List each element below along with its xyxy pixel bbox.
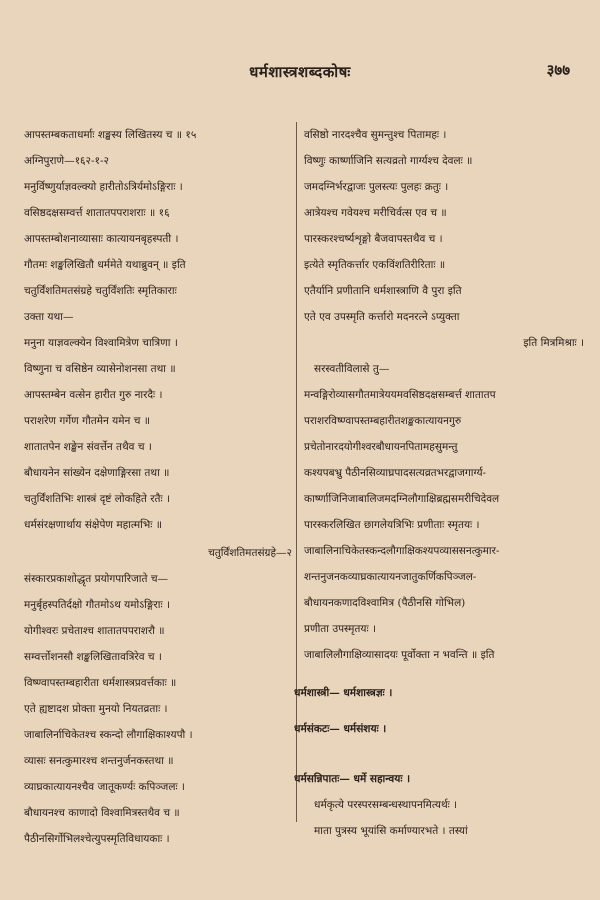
text-line: कार्ष्णाजिनिजाबालिजमदग्निलौगाक्षिब्रह्मसमरीचिदेवल [304, 493, 500, 505]
text-line: चतुर्विंशतिभिः शास्त्रं दृष्टं लोकहिते रतैः । [24, 493, 170, 505]
text-line: इति मित्रमिश्राः । [523, 337, 584, 349]
text-line: योगीश्वरः प्रचेताश्च शातातपपराशरौ ॥ [24, 625, 165, 637]
text-line: आत्रेयश्च गवेयश्च मरीचिर्वत्स एव च ॥ [304, 207, 447, 219]
text-line: पैठीनसिर्गोभिलश्चेत्युपस्मृतिविधायकाः । [24, 833, 170, 845]
column-divider [296, 122, 297, 822]
text-line: मन्वङ्गिरोव्यासगौतमात्रेययमवसिष्ठदक्षसम्बर्त्त शातातप [304, 389, 496, 401]
text-line: गौतमः शङ्खलिखितौ धर्ममेते यथाब्रुवन् ॥ इति [24, 259, 186, 271]
text-line: आपस्तम्बोशनाव्यासाः कात्यायनबृहस्पती । [24, 233, 179, 245]
text-line: जाबालिर्नाचिकेतश्च स्कन्दो लौगाक्षिकाश्यपौ । [24, 729, 193, 741]
text-line: पारस्करश्चर्ष्यशृङ्गो बैजवापस्तथैव च । [304, 233, 443, 245]
text-line: पराशरेण गर्गेण गौतमेन यमेन च ॥ [24, 415, 150, 427]
text-line: चतुर्विंशतिमतसंग्रहे चतुर्विंशतिः स्मृतिकाराः [24, 285, 177, 297]
text-line: इत्येते स्मृतिकर्त्तार एकविंशतिरीरिताः ॥ [304, 259, 446, 271]
text-line: विष्ण्वापस्तम्बहारीता धर्मशास्त्रप्रवर्त्तकाः ॥ [24, 677, 177, 689]
text-line: माता पुत्रस्य भूयांसि कर्माण्यारभते । तस्यां [314, 825, 468, 837]
text-line: सम्वर्त्तोशनसौ शङ्खलिखितावत्रिरेव च । [24, 651, 162, 663]
text-line: मनुर्बृहस्पतिर्दक्षो गौतमोऽथ यमोऽङ्गिराः । [24, 599, 170, 611]
text-line: धर्मकृत्ये परस्परसम्बन्धस्थापनमित्यर्थः । [314, 799, 458, 811]
text-line: जाबालिनाचिकेतस्कन्दलौगाक्षिकश्यपव्याससनत्कुमार- [304, 545, 500, 557]
text-line: मनुना याज्ञवल्क्येन विश्वामित्रेण चात्रिणा । [24, 337, 178, 349]
dictionary-entry: धर्मसन्निपातः— धर्मे सहान्वयः । [294, 773, 411, 785]
dictionary-entry: धर्मसंकटः— धर्मसंशयः । [294, 723, 387, 735]
dictionary-entry: धर्मशास्त्री— धर्मशास्त्रज्ञः । [294, 687, 393, 699]
text-line: वसिष्ठदक्षसम्वर्त्त शातातपपराशराः ॥ १६ [24, 207, 170, 219]
text-line: व्याघ्रकात्यायनश्चैव जातूकर्ण्यः कपिञ्जलः । [24, 781, 185, 793]
text-line: वसिष्ठो नारदश्चैव सुमन्तुश्च पितामहः । [304, 129, 447, 141]
text-line: बौधायनश्च काणादो विश्वामित्रस्तथैव च ॥ [24, 807, 180, 819]
text-line: कश्यपबभ्रु पैठीनसिव्याघ्रपादसत्यव्रतभरद्वाजगार्ग्य- [304, 467, 487, 479]
page-title: धर्मशास्त्रशब्दकोषः [249, 63, 351, 81]
text-line: एतैर्यानि प्रणीतानि धर्मशास्त्राणि वै पुरा इति [304, 285, 462, 297]
text-line: आपस्तम्बेन वत्सेन हारीत गुरु नारदैः । [24, 389, 163, 401]
text-line: बौधायनेन सांख्येन दक्षेणाङ्गिरसा तथा ॥ [24, 467, 170, 479]
text-line: शन्तनुजनकव्याघ्रकात्यायनजातुकर्णिकपिञ्जल- [304, 571, 477, 583]
text-line: पारस्करलिखित छागलेयत्रिभिः प्रणीताः स्मृतयः । [304, 519, 480, 531]
page-number: ३७७ [546, 61, 570, 79]
text-line: उक्ता यथा— [24, 311, 74, 323]
text-line: प्रचेतोनारदयोगीश्वरबौधायनपितामहसुमन्तु [304, 441, 458, 453]
text-line: विष्णुना च वसिष्ठेन व्यासेनोशनसा तथा ॥ [24, 363, 176, 375]
text-line: शातातपेन शङ्खेन संवर्त्तेन तथैव च । [24, 441, 152, 453]
text-line: मनुर्विष्णुर्याज्ञवल्क्यो हारीतोऽत्रिर्यमोऽङ्गिराः । [24, 181, 183, 193]
text-line: बौधायनकणादविश्वामित्र (पैठीनसि गोभिल) [304, 597, 466, 609]
text-line: एते ह्यष्टादश प्रोक्ता मुनयो नियतव्रताः । [24, 703, 168, 715]
text-line: सरस्वतीविलासे तु— [314, 363, 390, 375]
text-line: पराशरविष्ण्वापस्तम्बहारीतशङ्खकात्यायनगुरु [304, 415, 462, 427]
text-line: विष्णुः कार्ष्णाजिनि सत्यव्रतो गार्ग्यश्च देवलः ॥ [304, 155, 473, 167]
text-line: चतुर्विंशतिमतसंग्रहे—२ [208, 547, 292, 559]
text-line: धर्मसंरक्षणार्थाय संक्षेपेण महात्मभिः ॥ [24, 519, 162, 531]
text-line: आपस्तम्बकताधर्माः शङ्खस्य लिखितस्य च ॥ १५ [24, 129, 197, 141]
text-line: व्यासः सनत्कुमारश्च शन्तनुर्जनकस्तथा ॥ [24, 755, 174, 767]
text-line: जमदग्निर्भरद्वाजः पुलस्त्यः पुलहः क्रतुः । [304, 181, 449, 193]
text-line: प्रणीता उपस्मृतयः । [304, 623, 376, 635]
text-line: जाबालिलौगाक्षिव्यासादयः पूर्वोक्ता न भवन्ति ॥ इति [304, 649, 495, 661]
text-line: एते एव उपस्मृति कर्त्तारो मदनरत्ने ऽप्युक्ता [304, 311, 460, 323]
text-line: अग्निपुराणे—१६२-१-२ [24, 155, 109, 167]
text-line: संस्कारप्रकाशोद्धृत प्रयोगपारिजाते च— [24, 573, 168, 585]
